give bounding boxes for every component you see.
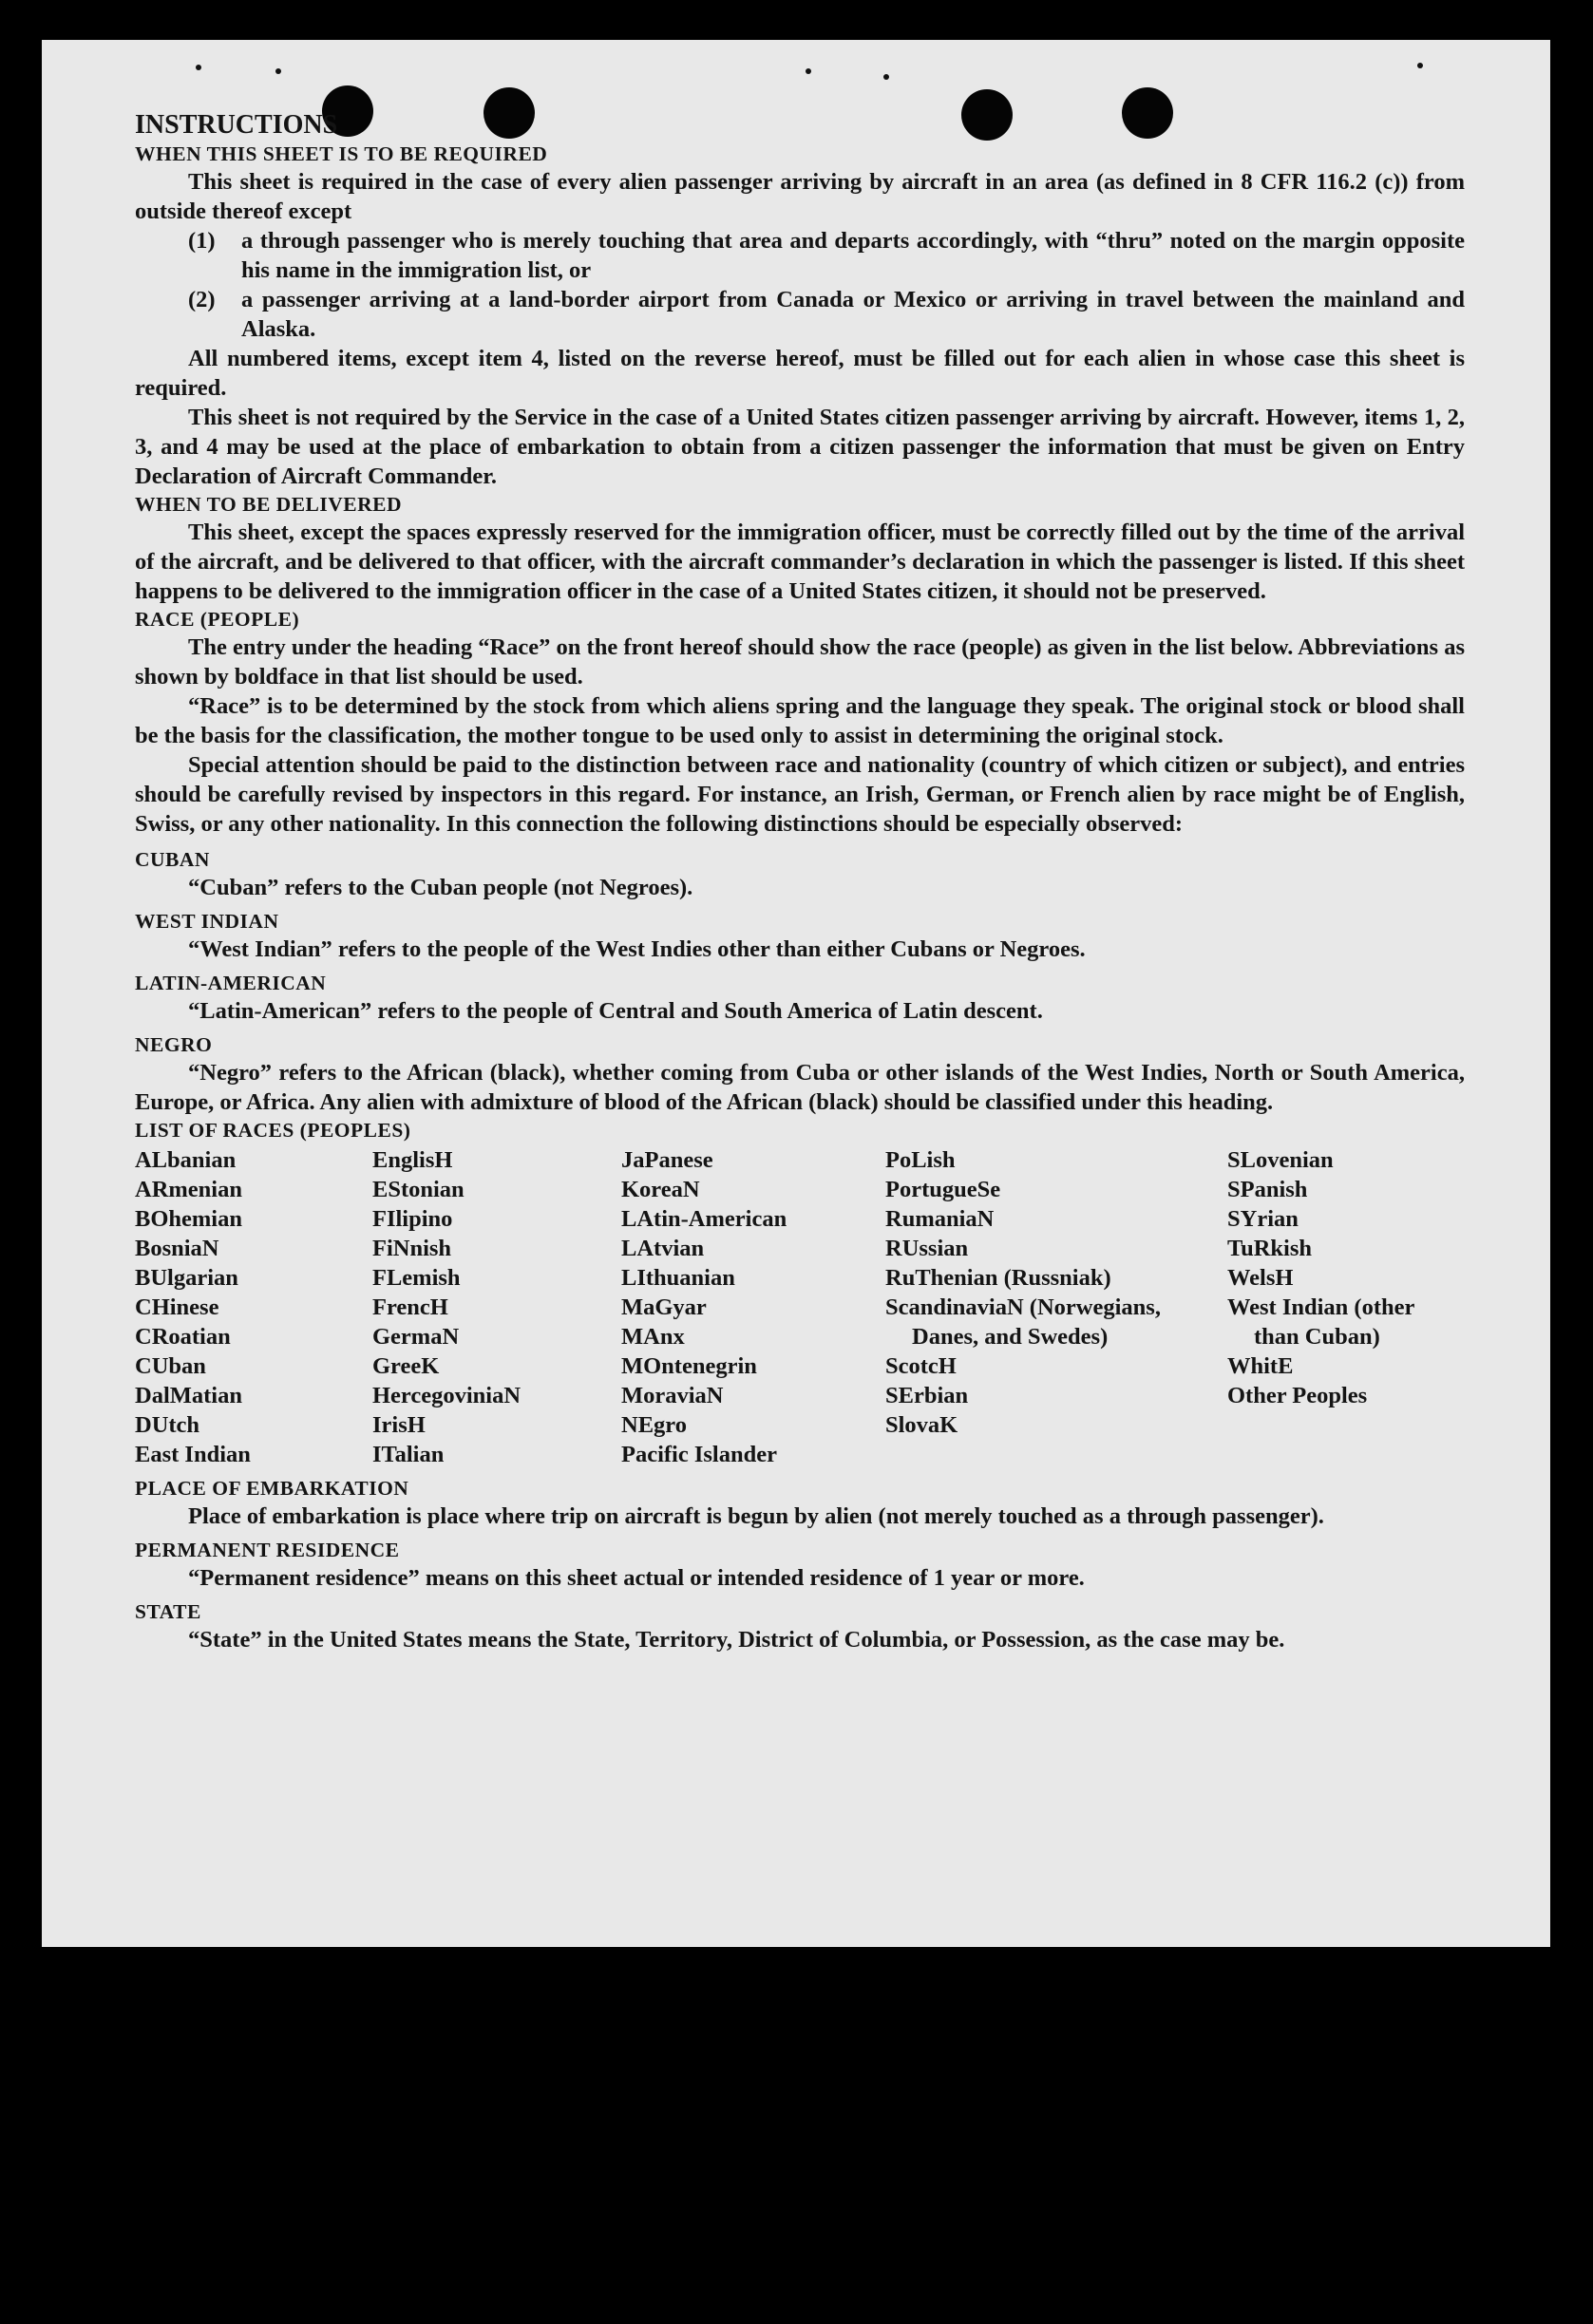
race-entry: GermaN <box>372 1324 460 1350</box>
race-entry: PoLish <box>885 1147 956 1173</box>
race-entry: FiNnish <box>372 1236 452 1261</box>
race-entry: RuThenian (Russniak) <box>885 1265 1111 1291</box>
race-entry: EnglisH <box>372 1147 453 1173</box>
race-list <box>135 1145 1465 1469</box>
race-entry: MOntenegrin <box>621 1353 757 1379</box>
race-entry: SPanish <box>1227 1177 1308 1202</box>
paragraph: “Cuban” refers to the Cuban people (not Negroes). <box>188 875 693 900</box>
numbered-item <box>135 285 1465 344</box>
paragraph: “Permanent residence” means on this sheet actual or intended residence of 1 year or more. <box>188 1565 1085 1591</box>
paragraph: This sheet is required in the case of every alien passenger arriving by aircraft in an area (as defined in 8 CFR 116.2 (c)) from outside thereof except <box>135 169 1465 224</box>
heading-state: STATE <box>135 1600 201 1623</box>
heading-when-required: WHEN THIS SHEET IS TO BE REQUIRED <box>135 142 548 165</box>
race-entry: ScandinaviaN (Norwegians, Danes, and Swedes) <box>885 1294 1161 1350</box>
race-entry: HercegoviniaN <box>372 1383 522 1408</box>
race-column <box>621 1145 885 1469</box>
race-entry: DUtch <box>135 1412 200 1438</box>
race-entry: LIthuanian <box>621 1265 735 1291</box>
heading-embarkation: PLACE OF EMBARKATION <box>135 1477 409 1500</box>
numbered-item <box>135 226 1465 285</box>
race-entry: SlovaK <box>885 1412 958 1438</box>
race-entry: ScotcH <box>885 1353 957 1379</box>
race-entry: WhitE <box>1227 1353 1294 1379</box>
speck <box>275 68 281 74</box>
paragraph: Special attention should be paid to the distinction between race and nationality (country of which citizen or subject), and entries should be carefully revised by inspectors in this regard. For instance, an Irish, German, or French alien by race might be of English, Swiss, or any other nationality. In this connection the following distinctions should be especially observed: <box>135 752 1465 837</box>
race-entry: IrisH <box>372 1412 426 1438</box>
speck <box>196 65 201 70</box>
heading-race: RACE (PEOPLE) <box>135 608 300 631</box>
race-entry: ARmenian <box>135 1177 242 1202</box>
race-entry: RUssian <box>885 1236 969 1261</box>
item-number: (1) <box>188 228 216 254</box>
race-entry: West Indian (other than Cuban) <box>1227 1294 1414 1350</box>
race-entry: MAnx <box>621 1324 685 1350</box>
race-entry: LAtin-American <box>621 1206 787 1232</box>
page-title: INSTRUCTIONS <box>135 110 338 140</box>
race-column <box>885 1145 1227 1469</box>
race-entry: CHinese <box>135 1294 219 1320</box>
item-number: (2) <box>188 287 216 312</box>
race-entry: SYrian <box>1227 1206 1299 1232</box>
paragraph: “Latin-American” refers to the people of Central and South America of Latin descent. <box>188 998 1043 1024</box>
heading-west-indian: WEST INDIAN <box>135 910 279 933</box>
document-page <box>42 40 1550 1947</box>
race-column <box>1227 1145 1465 1469</box>
race-entry: ALbanian <box>135 1147 237 1173</box>
race-entry: East Indian <box>135 1442 251 1467</box>
speck <box>806 68 811 74</box>
paragraph: Place of embarkation is place where trip on aircraft is begun by alien (not merely touched as a through passenger). <box>188 1503 1324 1529</box>
race-entry: BOhemian <box>135 1206 242 1232</box>
paragraph: “West Indian” refers to the people of the West Indies other than either Cubans or Negroes. <box>188 936 1086 962</box>
race-entry: Other Peoples <box>1227 1383 1368 1408</box>
race-entry: SLovenian <box>1227 1147 1334 1173</box>
item-text: a through passenger who is merely touching that area and departs accordingly, with “thru” noted on the margin opposite his name in the immigration list, or <box>241 228 1465 283</box>
heading-cuban: CUBAN <box>135 848 210 871</box>
race-entry: LAtvian <box>621 1236 705 1261</box>
race-entry: FLemish <box>372 1265 461 1291</box>
race-entry: CRoatian <box>135 1324 231 1350</box>
race-entry: JaPanese <box>621 1147 713 1173</box>
heading-latin-american: LATIN-AMERICAN <box>135 972 327 994</box>
race-entry: CUban <box>135 1353 206 1379</box>
race-entry: BosniaN <box>135 1236 219 1261</box>
paragraph: This sheet, except the spaces expressly reserved for the immigration officer, must be correctly filled out by the time of the arrival of the aircraft, and be delivered to that officer, with the aircraft commander’s declaration in which the passenger is listed. If this sheet happens to be delivered to the immigration officer in the case of a United States citizen, it should not be preserved. <box>135 520 1465 604</box>
race-entry: EStonian <box>372 1177 465 1202</box>
race-entry: FrencH <box>372 1294 448 1320</box>
paragraph: The entry under the heading “Race” on the front hereof should show the race (people) as given in the list below. Abbreviations as shown by boldface in that list should be used. <box>135 634 1465 690</box>
race-entry: KoreaN <box>621 1177 700 1202</box>
item-text: a passenger arriving at a land-border airport from Canada or Mexico or arriving in travel between the mainland and Alaska. <box>241 287 1465 342</box>
race-entry: NEgro <box>621 1412 687 1438</box>
paragraph: “Negro” refers to the African (black), whether coming from Cuba or other islands of the West Indies, North or South America, Europe, or Africa. Any alien with admixture of blood of the African (black) should be classified under this heading. <box>135 1060 1465 1115</box>
race-column <box>135 1145 372 1469</box>
heading-negro: NEGRO <box>135 1033 213 1056</box>
race-entry: SErbian <box>885 1383 969 1408</box>
paragraph: “Race” is to be determined by the stock from which aliens spring and the language they speak. The original stock or blood shall be the basis for the classification, the mother tongue to be used only to assist in determining the original stock. <box>135 693 1465 748</box>
race-entry: WelsH <box>1227 1265 1294 1291</box>
race-entry: Pacific Islander <box>621 1442 777 1467</box>
race-entry: MaGyar <box>621 1294 707 1320</box>
race-entry: FIlipino <box>372 1206 453 1232</box>
paragraph: This sheet is not required by the Service in the case of a United States citizen passenger arriving by aircraft. However, items 1, 2, 3, and 4 may be used at the place of embarkation to obtain from a citizen passenger the information that must be given on Entry Declaration of Aircraft Commander. <box>135 405 1465 489</box>
race-entry: TuRkish <box>1227 1236 1313 1261</box>
paragraph: “State” in the United States means the State, Territory, District of Columbia, or Possession, as the case may be. <box>188 1627 1285 1653</box>
race-entry: BUlgarian <box>135 1265 238 1291</box>
speck <box>883 74 889 80</box>
instructions-content <box>135 110 1465 1654</box>
race-entry: RumaniaN <box>885 1206 995 1232</box>
paragraph: All numbered items, except item 4, listed on the reverse hereof, must be filled out for each alien in whose case this sheet is required. <box>135 346 1465 401</box>
heading-permanent-residence: PERMANENT RESIDENCE <box>135 1539 400 1561</box>
heading-when-delivered: WHEN TO BE DELIVERED <box>135 493 403 516</box>
race-entry: PortugueSe <box>885 1177 1001 1202</box>
race-entry: MoraviaN <box>621 1383 724 1408</box>
heading-list-of-races: LIST OF RACES (PEOPLES) <box>135 1119 411 1142</box>
race-entry: DalMatian <box>135 1383 242 1408</box>
race-entry: GreeK <box>372 1353 440 1379</box>
speck <box>1417 63 1423 68</box>
race-column <box>372 1145 621 1469</box>
race-entry: ITalian <box>372 1442 445 1467</box>
